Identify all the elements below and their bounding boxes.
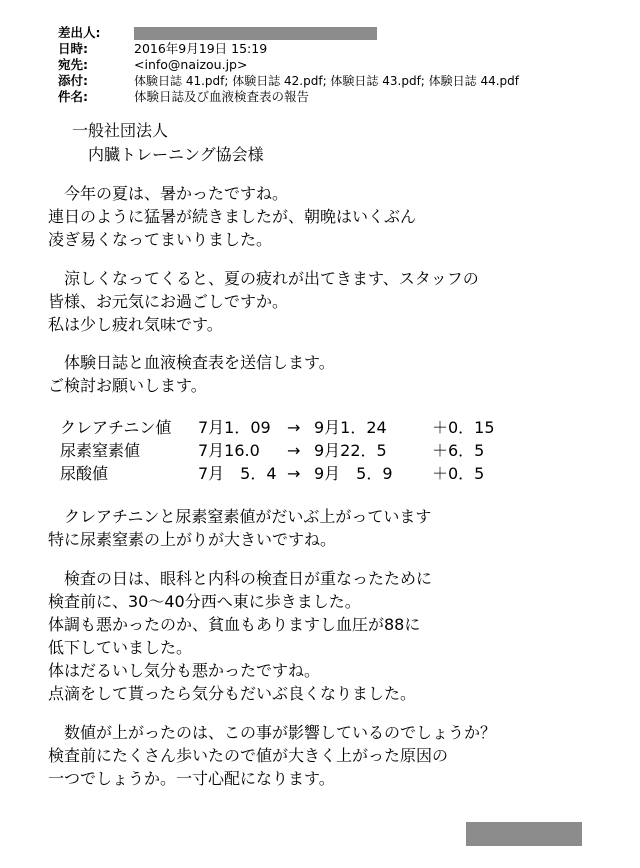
arrow-icon: → xyxy=(287,441,301,460)
body-line: 凌ぎ易くなってまいりました。 xyxy=(48,230,273,249)
subject-value: 体験日誌及び血液検査表の報告 xyxy=(134,89,310,104)
body-line: 皆様、お元気にお過ごしですか。 xyxy=(48,292,289,311)
body-line: ご検討お願いします。 xyxy=(48,376,207,395)
body-line: 検査前に、30～40分西へ東に歩きました。 xyxy=(48,592,361,611)
addressee-line-2: 内臓トレーニング協会様 xyxy=(88,145,264,164)
body-line: 検査の日は、眼科と内科の検査日が重なったために xyxy=(64,569,433,588)
body-line: 低下していました。 xyxy=(48,638,193,657)
body-line: クレアチニンと尿素窒素値がだいぶ上がっています xyxy=(64,507,432,526)
lab-change: ＋0．15 xyxy=(432,418,495,437)
lab-after: 9月 5．9 xyxy=(314,464,393,483)
lab-before: 7月1．09 xyxy=(198,418,271,437)
body-line: 体はだるいし気分も悪かったですね。 xyxy=(48,661,321,680)
body-line: 数値が上がったのは、この事が影響しているのでしょうか？ xyxy=(64,723,497,742)
body-line: 点滴をして貰ったら気分もだいぶ良くなりました。 xyxy=(48,684,417,703)
body-line: 体調も悪かったのか、貧血もありますし血圧が88に xyxy=(48,615,421,634)
arrow-icon: → xyxy=(287,464,301,483)
date-label: 日時: xyxy=(58,41,88,56)
body-line: 特に尿素窒素の上がりが大きいですね。 xyxy=(48,530,337,549)
to-label: 宛先: xyxy=(58,57,88,72)
subject-label: 件名: xyxy=(58,89,88,104)
lab-after: 9月22．5 xyxy=(314,441,387,460)
date-value: 2016年9月19日 15:19 xyxy=(134,41,268,56)
lab-name: 尿素窒素値 xyxy=(60,441,141,460)
attachments-label: 添付: xyxy=(58,73,88,88)
body-line: 今年の夏は、暑かったですね。 xyxy=(64,184,289,203)
arrow-icon: → xyxy=(287,418,301,437)
body-line: 涼しくなってくると、夏の疲れが出てきます、スタッフの xyxy=(64,269,479,288)
signature-redaction xyxy=(466,822,582,846)
lab-name: クレアチニン値 xyxy=(60,418,172,437)
body-line: 体験日誌と血液検査表を送信します。 xyxy=(64,353,335,372)
lab-change: ＋6．5 xyxy=(432,441,485,460)
lab-after: 9月1．24 xyxy=(314,418,387,437)
sender-label: 差出人: xyxy=(58,25,101,40)
body-line: 一つでしょうか。一寸心配になります。 xyxy=(48,769,335,788)
lab-change: ＋0．5 xyxy=(432,464,485,483)
body-line: 連日のように猛暑が続きましたが、朝晩はいくぶん xyxy=(48,207,417,226)
to-value: <info@naizou.jp> xyxy=(134,57,248,72)
attachments-value: 体験日誌 41.pdf; 体験日誌 42.pdf; 体験日誌 43.pdf; 体験日誌 44.pdf xyxy=(134,74,520,88)
addressee-line-1: 一般社団法人 xyxy=(72,121,169,140)
lab-before: 7月 5．4 xyxy=(198,464,277,483)
body-line: 私は少し疲れ気味です。 xyxy=(48,315,223,334)
lab-name: 尿酸値 xyxy=(60,464,109,483)
sender-redaction xyxy=(134,27,377,40)
lab-before: 7月16.0 xyxy=(198,441,260,460)
body-line: 検査前にたくさん歩いたので値が大きく上がった原因の xyxy=(48,746,449,765)
